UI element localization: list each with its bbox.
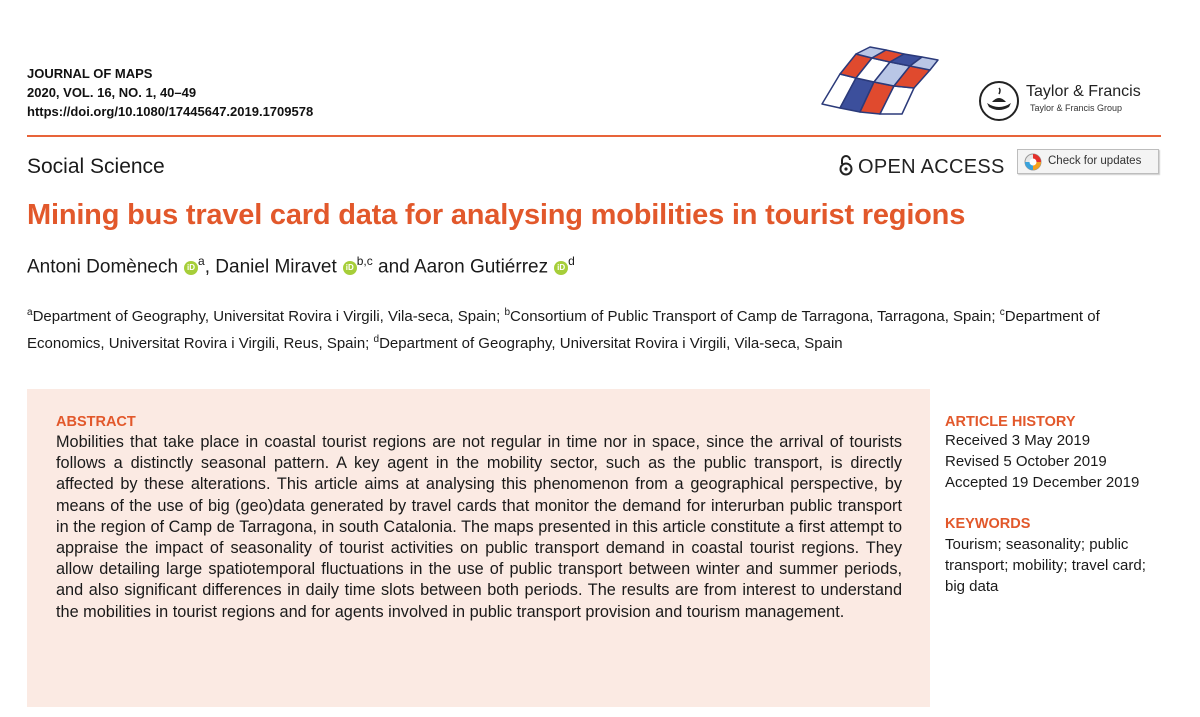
author-affil-sup: d xyxy=(568,254,575,268)
journal-doi-link[interactable]: https://doi.org/10.1080/17445647.2019.1709578 xyxy=(27,104,314,119)
journal-name: JOURNAL OF MAPS xyxy=(27,66,153,81)
affil-text: Department of Geography, Universitat Rovira i Virgili, Vila-seca, Spain; xyxy=(32,308,505,325)
affil-text: Consortium of Public Transport of Camp de Tarragona, Tarragona, Spain; xyxy=(510,308,1000,325)
author-list xyxy=(27,254,575,278)
publisher-name: Taylor & Francis xyxy=(1026,83,1141,100)
section-label: Social Science xyxy=(27,155,165,178)
header-divider xyxy=(27,135,1161,137)
history-received: Received 3 May 2019 xyxy=(945,432,1091,449)
history-heading: ARTICLE HISTORY xyxy=(945,414,1076,430)
journal-header xyxy=(27,64,313,121)
orcid-icon[interactable]: iD xyxy=(554,261,568,275)
open-lock-icon xyxy=(838,154,854,176)
affil-sup: c xyxy=(999,307,1005,318)
orcid-icon[interactable]: iD xyxy=(343,261,357,275)
publisher-logo xyxy=(978,80,1141,127)
crossmark-icon xyxy=(1024,153,1042,171)
keywords-text: Tourism; seasonality; public transport; mobility; travel card; big data xyxy=(945,536,1146,595)
author-name[interactable]: Daniel Miravet xyxy=(215,256,337,278)
author-name[interactable]: Aaron Gutiérrez xyxy=(413,256,549,278)
journal-volume: 2020, VOL. 16, NO. 1, 40–49 xyxy=(27,85,197,100)
author-name[interactable]: Antoni Domènech xyxy=(27,256,179,278)
orcid-icon[interactable]: iD xyxy=(184,261,198,275)
history-revised: Revised 5 October 2019 xyxy=(945,453,1107,470)
affil-text: Department of Economics, Universitat Rovira i Virgili, Reus, Spain; xyxy=(27,308,1100,352)
author-affil-sup: b,c xyxy=(356,254,373,268)
lamp-icon xyxy=(978,80,1020,122)
open-access-label: OPEN ACCESS xyxy=(858,156,1005,178)
open-access-badge xyxy=(838,154,1005,179)
affil-sup: b xyxy=(504,307,511,318)
journal-map-logo xyxy=(818,44,940,121)
abstract-text: Mobilities that take place in coastal tourist regions are not regular in time nor in space, since the arrival of tourists follows a distinctly seasonal pattern. A key agent in the mobility sector, such as the public transport, is directly affected by these alterations. This article aims at analysing this phenomenon from a geographical perspective, by means of the use of big (geo)data generated by travel cards that monitor the demand for interurban public transport in the region of Camp de Tarragona, in south Catalonia. The maps presented in this article constitute a first attempt to appraise the impact of seasonality of tourist activities on public transport demand in coastal tourist regions. They allow detailing large spatiotemporal fluctuations in the use of public transport between winter and summer periods, and also significant differences in daily time slots between both periods. The results are from interest to understand the mobilities in tourist regions and for agents involved in public transport provision and tourism management. xyxy=(56,433,902,621)
check-updates-label: Check for updates xyxy=(1048,155,1142,167)
article-title: Mining bus travel card data for analysing mobilities in tourist regions xyxy=(27,199,966,231)
check-updates-button[interactable] xyxy=(1017,149,1159,174)
keywords-heading: KEYWORDS xyxy=(945,516,1031,532)
author-affil-sup: a xyxy=(198,254,205,268)
abstract-heading: ABSTRACT xyxy=(56,414,136,430)
author-separator: and xyxy=(372,256,414,278)
affil-text: Department of Geography, Universitat Rovira i Virgili, Vila-seca, Spain xyxy=(379,335,843,352)
affil-sup: a xyxy=(27,307,33,318)
publisher-group: Taylor & Francis Group xyxy=(1030,103,1123,113)
author-separator: , xyxy=(204,256,216,278)
affiliations xyxy=(27,301,1161,355)
affil-sup: d xyxy=(373,334,380,345)
history-accepted: Accepted 19 December 2019 xyxy=(945,474,1140,491)
